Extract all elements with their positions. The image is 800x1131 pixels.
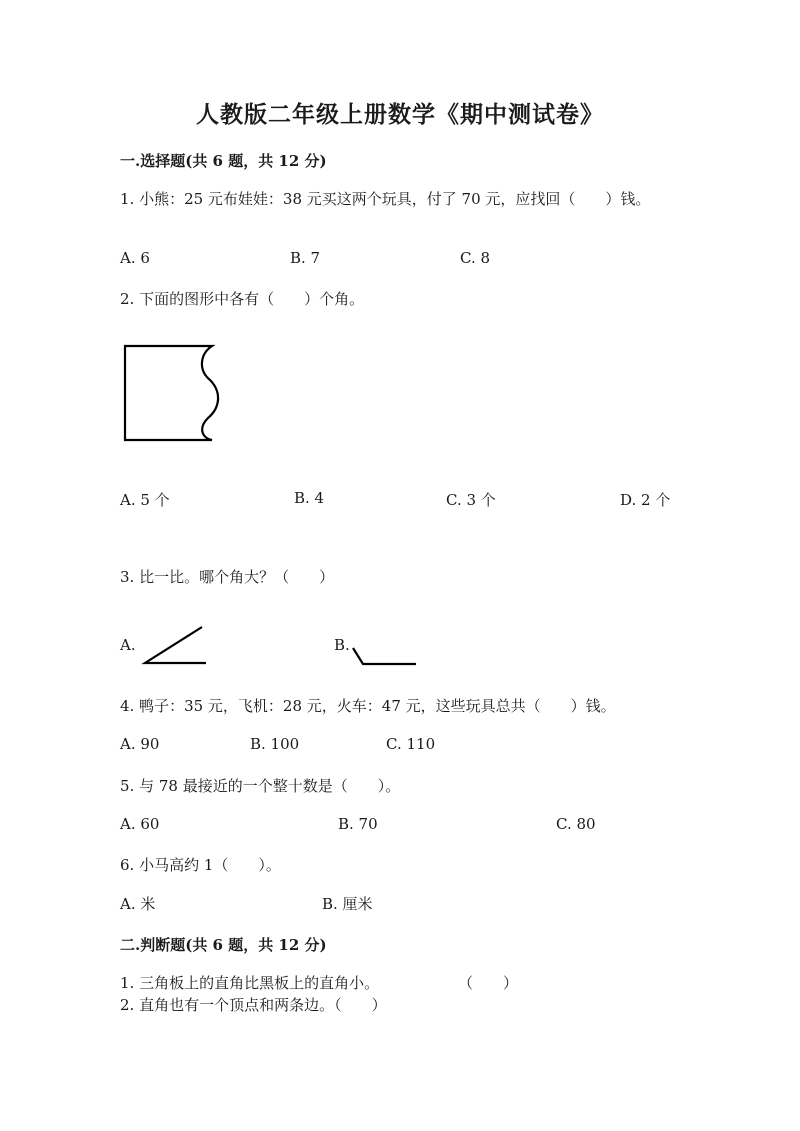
question-6: 6. 小马高约 1（ ）。 [120, 856, 281, 874]
q1-option-c[interactable]: C. 8 [460, 249, 491, 267]
q4-option-a[interactable]: A. 90 [120, 735, 160, 753]
question-5: 5. 与 78 最接近的一个整十数是（ ）。 [120, 777, 401, 795]
q3-angle-a-figure [140, 622, 215, 670]
q2-shape-figure [120, 340, 230, 450]
question-4: 4. 鸭子：35 元，飞机：28 元，火车：47 元，这些玩具总共（ ）钱。 [120, 697, 616, 715]
q1-option-a[interactable]: A. 6 [120, 249, 150, 267]
q3-option-b[interactable]: B. [334, 636, 350, 654]
q4-option-b[interactable]: B. 100 [250, 735, 300, 753]
q5-option-b[interactable]: B. 70 [338, 815, 378, 833]
q2-option-a[interactable]: A. 5 个 [120, 491, 170, 509]
page-title: 人教版二年级上册数学《期中测试卷》 [196, 101, 604, 128]
section-heading-judgement: 二.判断题(共 6 题，共 12 分) [120, 936, 327, 954]
q2-option-b[interactable]: B. 4 [294, 489, 325, 507]
judgement-2: 2. 直角也有一个顶点和两条边。（ ） [120, 996, 387, 1014]
q3-option-a[interactable]: A. [120, 636, 136, 654]
q6-option-b[interactable]: B. 厘米 [322, 895, 373, 913]
q6-option-a[interactable]: A. 米 [120, 895, 156, 913]
q1-option-b[interactable]: B. 7 [290, 249, 321, 267]
q3-angle-b-figure [350, 645, 422, 673]
section-heading-choice: 一.选择题(共 6 题，共 12 分) [120, 152, 327, 170]
question-3: 3. 比一比。哪个角大？（ ） [120, 568, 335, 586]
question-2: 2. 下面的图形中各有（ ）个角。 [120, 290, 365, 308]
q4-option-c[interactable]: C. 110 [386, 735, 436, 753]
q5-option-a[interactable]: A. 60 [120, 815, 160, 833]
question-1: 1. 小熊：25 元布娃娃：38 元买这两个玩具，付了 70 元，应找回（ ）钱。 [120, 190, 651, 208]
q2-option-d[interactable]: D. 2 个 [620, 491, 671, 509]
q5-option-c[interactable]: C. 80 [556, 815, 596, 833]
judgement-1-bracket[interactable]: （ ） [458, 974, 519, 992]
q2-option-c[interactable]: C. 3 个 [446, 491, 496, 509]
judgement-1: 1. 三角板上的直角比黑板上的直角小。 [120, 974, 380, 992]
